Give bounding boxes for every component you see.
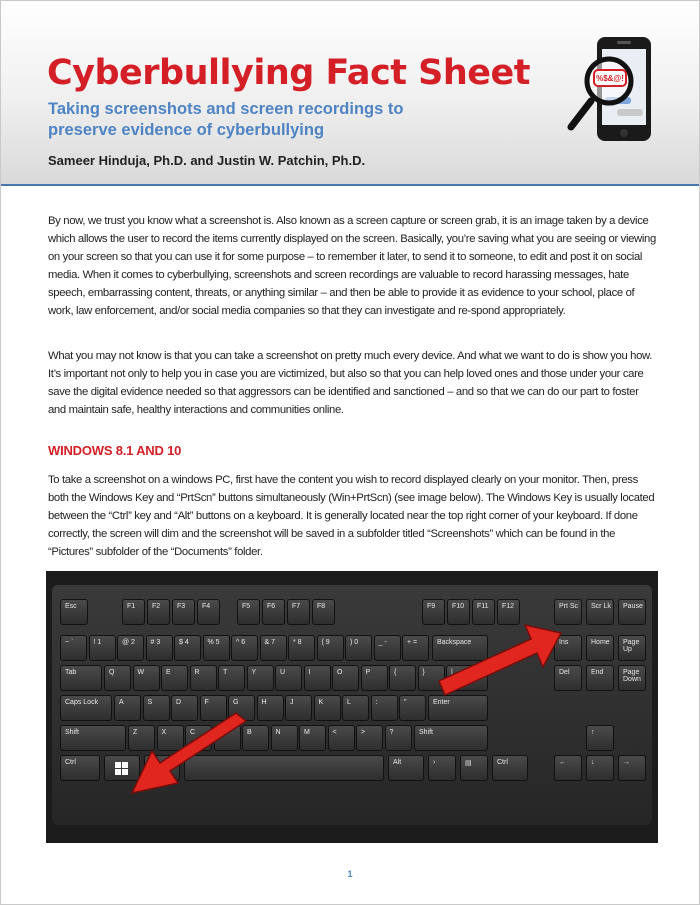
key--: >: [356, 725, 383, 751]
key--: ": [399, 695, 426, 721]
key-l: L: [342, 695, 369, 721]
key-f3: F3: [172, 599, 195, 625]
page-subtitle: Taking screenshots and screen recordings to preserve evidence of cyberbullying: [48, 100, 404, 139]
key-number-0: ~ `: [60, 635, 87, 661]
key-page-down: Page Down: [618, 665, 646, 691]
key-ins: Ins: [554, 635, 582, 661]
key-shift-left: Shift: [60, 725, 126, 751]
key-number-3: # 3: [146, 635, 173, 661]
key-d: D: [171, 695, 198, 721]
header-banner: [1, 1, 699, 186]
key-arrow-left: ←: [554, 755, 582, 781]
key-number-10: ) 0: [345, 635, 372, 661]
key-f12: F12: [497, 599, 520, 625]
key-number-12: + =: [402, 635, 429, 661]
key-scrlk: Scr Lk: [586, 599, 614, 625]
key-shift-right: Shift: [414, 725, 488, 751]
bubble-text: %$&@!: [596, 74, 624, 83]
key-ctrl-right: Ctrl: [492, 755, 528, 781]
key-f: F: [200, 695, 227, 721]
key-f6: F6: [262, 599, 285, 625]
phone-magnifier-logo: [567, 35, 667, 145]
key-number-4: $ 4: [174, 635, 201, 661]
key-prtsc: Prt Sc: [554, 599, 582, 625]
key-o: O: [332, 665, 359, 691]
authors-line: Sameer Hinduja, Ph.D. and Justin W. Patchin, Ph.D.: [48, 153, 366, 168]
page-title: Cyberbullying Fact Sheet: [47, 53, 530, 93]
key-e: E: [161, 665, 188, 691]
key-f5: F5: [237, 599, 260, 625]
key-number-6: ^ 6: [231, 635, 258, 661]
key-home: Home: [586, 635, 614, 661]
key-pause: Pause: [618, 599, 646, 625]
keyboard-photo: [46, 571, 658, 843]
key-f1: F1: [122, 599, 145, 625]
key--: }: [418, 665, 445, 691]
key--: <: [328, 725, 355, 751]
key-x: X: [157, 725, 184, 751]
key-number-2: @ 2: [117, 635, 144, 661]
key-f10: F10: [447, 599, 470, 625]
key-f4: F4: [197, 599, 220, 625]
key-n: N: [271, 725, 298, 751]
key--: {: [389, 665, 416, 691]
key-f8: F8: [312, 599, 335, 625]
key-j: J: [285, 695, 312, 721]
key-backspace: Backspace: [432, 635, 488, 661]
key-alt-right: Alt: [388, 755, 424, 781]
key-y: Y: [247, 665, 274, 691]
key-number-5: % 5: [203, 635, 230, 661]
key-c: C: [185, 725, 212, 751]
key-number-8: * 8: [288, 635, 315, 661]
key-f11: F11: [472, 599, 495, 625]
arrow-to-prtsc-icon: [431, 611, 571, 701]
paragraph-intro: By now, we trust you know what a screenshot is. Also known as a screen capture or screen grab, it is an image taken by a device which allows the user to record the items currently displayed on the screen. Basically, you’re saving what you are seeing or viewing on your screen so that you can use it for some purpose – to remember it later, to send it to someone, to edit and post it on social media. When it comes to cyberbullying, screenshots and screen recordings are valuable to record harassing messages, hate speech, embarrassing content, threats, or anything similar – and then be able to provide it as evidence to your school, place of work, law enforcement, and/or social media companies so that they can investigate and re-spond appropriately.: [48, 215, 656, 317]
key-f9: F9: [422, 599, 445, 625]
section-heading-windows: WINDOWS 8.1 AND 10: [48, 443, 182, 458]
paragraph-devices: What you may not know is that you can take a screenshot on pretty much every device. And what we want to do is show you how. It’s important not only to help you in case you are victimized, but also so that you can help loved ones and those under your care save the digital evidence needed so that aggressors can be identified and sanctioned – and so that we can do our part to foster and maintain safe, healthy interactions and communities online.: [48, 350, 653, 416]
key-f7: F7: [287, 599, 310, 625]
key-m: M: [299, 725, 326, 751]
key-pipe: |: [446, 665, 488, 691]
page-number: 1: [347, 869, 353, 879]
key-enter: Enter: [428, 695, 488, 721]
key-number-7: & 7: [260, 635, 287, 661]
arrow-to-windows-key-icon: [124, 709, 254, 809]
key-esc: Esc: [60, 599, 88, 625]
key-i: I: [304, 665, 331, 691]
key-del: Del: [554, 665, 582, 691]
key-tab: Tab: [60, 665, 102, 691]
key-f2: F2: [147, 599, 170, 625]
key-fn: ›: [428, 755, 456, 781]
key-number-1: ! 1: [89, 635, 116, 661]
key-w: W: [133, 665, 160, 691]
key-b: B: [242, 725, 269, 751]
key-s: S: [143, 695, 170, 721]
key-a: A: [114, 695, 141, 721]
key-h: H: [257, 695, 284, 721]
key--: ?: [385, 725, 412, 751]
key-caps-lock: Caps Lock: [60, 695, 112, 721]
key--: :: [371, 695, 398, 721]
key-number-9: ( 9: [317, 635, 344, 661]
key-arrow-up: ↑: [586, 725, 614, 751]
key-t: T: [218, 665, 245, 691]
key-k: K: [314, 695, 341, 721]
key-ctrl-left: Ctrl: [60, 755, 100, 781]
key-page-up: Page Up: [618, 635, 646, 661]
key-arrow-down: ↓: [586, 755, 614, 781]
key-end: End: [586, 665, 614, 691]
paragraph-windows: To take a screenshot on a windows PC, first have the content you wish to record displayed clearly on your monitor. Then, press both the Windows Key and “PrtScn” buttons simultaneously (Win+PrtScn) (see image below). The Windows Key is usually located between the “Ctrl” key and “Alt” buttons on a keyboard. It is generally located near the top right corner of your keyboard. If done correctly, the screen will dim and the screenshot will be saved in a subfolder titled “Screenshots” which can be found in the “Pictures” subfolder of the “Documents” folder.: [48, 474, 655, 558]
key-number-11: _ -: [374, 635, 401, 661]
key-p: P: [361, 665, 388, 691]
key-z: Z: [128, 725, 155, 751]
key-r: R: [190, 665, 217, 691]
key-arrow-right: →: [618, 755, 646, 781]
key-menu: ▤: [460, 755, 488, 781]
key-u: U: [275, 665, 302, 691]
key-q: Q: [104, 665, 131, 691]
key-g: G: [228, 695, 255, 721]
